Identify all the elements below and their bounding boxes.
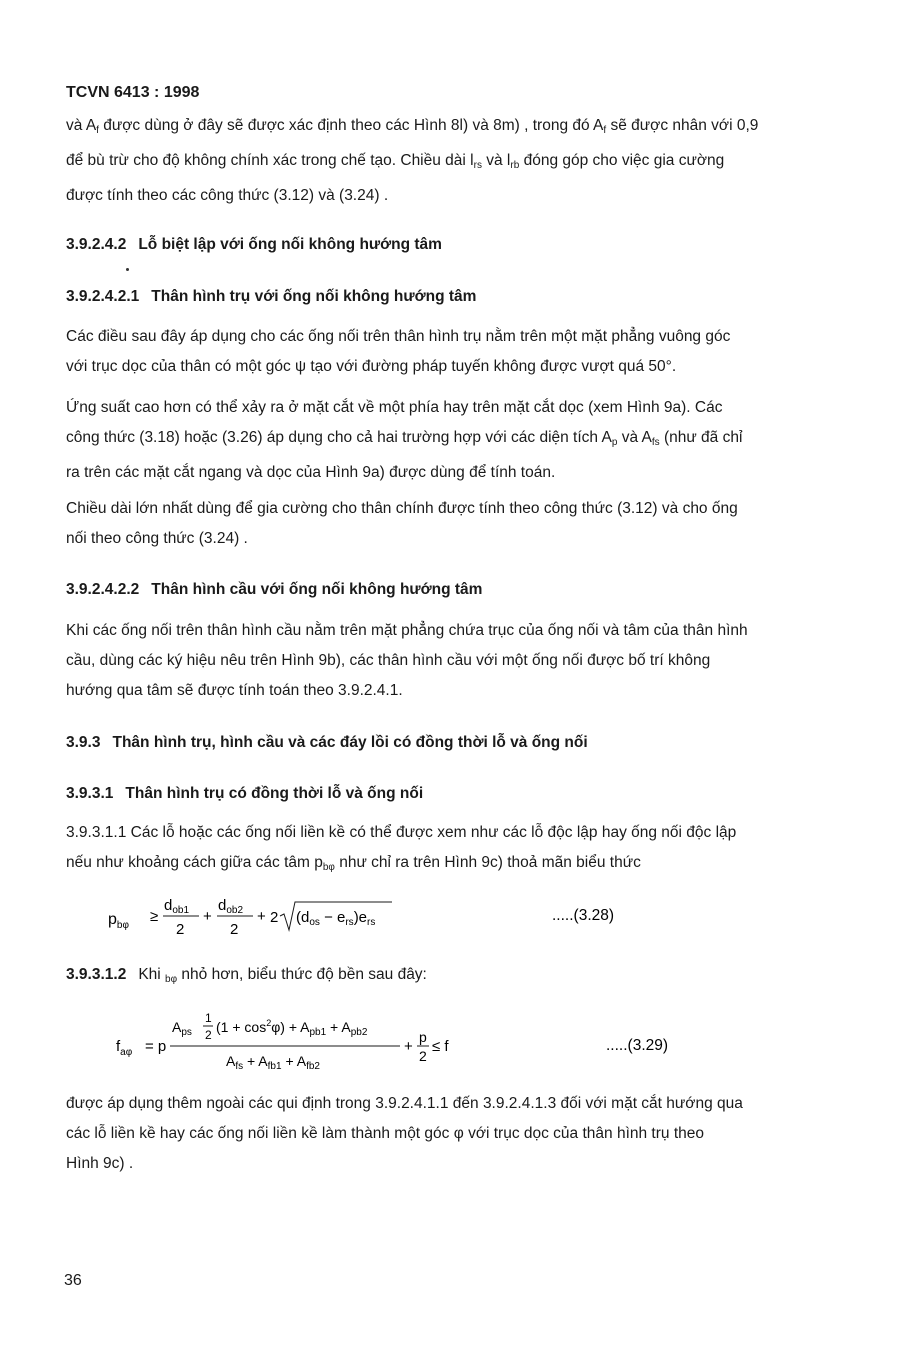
section-heading-3-9-3-1: 3.9.3.1 Thân hình trụ có đồng thời lỗ và ống nối <box>66 785 424 802</box>
svg-text:+: + <box>257 908 266 925</box>
svg-text:Afs + Afb1 + Afb2: $A_{fs} + A_{fb1} + A_{fb2}$ <box>226 1053 320 1072</box>
paragraph-3-line-3: ra trên các mặt cắt ngang và dọc của Hình 9a) được dùng để tính toán. <box>66 464 556 481</box>
svg-text:faφ: $f_{a\varphi}$ <box>116 1038 133 1058</box>
svg-text:1: 1 <box>205 1011 212 1025</box>
paragraph-7-line-2: các lỗ liền kề hay các ống nối liền kề làm thành một góc φ với trục dọc của thân hình trụ theo <box>66 1125 704 1142</box>
paragraph-5-line-1: Khi các ống nối trên thân hình cầu nằm trên mặt phẳng chứa trục của ống nối và tâm của thân hình <box>66 622 748 639</box>
svg-text:2: 2 <box>270 909 279 926</box>
paragraph-1-line-3: được tính theo các công thức (3.12) và (3.24) . <box>66 187 389 204</box>
paragraph-6 <box>66 818 834 883</box>
paragraph-2 <box>66 322 834 382</box>
paragraph-3 <box>66 393 834 488</box>
svg-text:2: 2 <box>205 1028 212 1042</box>
paragraph-4 <box>66 494 834 554</box>
svg-text:= p: = p <box>145 1038 167 1055</box>
equation-number: .....(3.29) <box>606 1037 669 1054</box>
svg-text:+: + <box>203 908 212 925</box>
section-heading-3-9-2-4-2-2: 3.9.2.4.2.2 Thân hình cầu với ống nối không hướng tâm <box>66 581 483 598</box>
paragraph-3-line-2: công thức (3.18) hoặc (3.26) áp dụng cho cả hai trường hợp với các diện tích $A_p$ và $A_{fs}$ (như đã chỉ <box>66 429 743 448</box>
paragraph-7-line-3: Hình 9c) . <box>66 1155 134 1172</box>
paragraph-2-line-1: Các điều sau đây áp dụng cho các ống nối trên thân hình trụ nằm trên một mặt phẳng vuông góc <box>66 328 731 345</box>
svg-text:(dos − ers)ers: $(d_{os} - e_{rs})e_{rs}$ <box>296 909 376 928</box>
paragraph-4-line-2: nối theo công thức (3.24) . <box>66 530 248 547</box>
paragraph-5-line-2: cầu, dùng các ký hiệu nêu trên Hình 9b), các thân hình cầu với một ống nối được bố trí không <box>66 652 711 669</box>
paragraph-5-line-3: hướng qua tâm sẽ được tính toán theo 3.9.2.4.1. <box>66 682 403 699</box>
paragraph-4-line-1: Chiều dài lớn nhất dùng để gia cường cho thân chính được tính theo công thức (3.12) và cho ống <box>66 500 738 517</box>
svg-text:dob2: $d_{ob2}$ <box>218 897 244 916</box>
section-heading-3-9-2-4-2: 3.9.2.4.2 Lỗ biệt lập với ống nối không hướng tâm <box>66 236 442 253</box>
equation-3-29 <box>110 1010 690 1076</box>
paragraph-2-line-2: với trục dọc của thân có một góc ψ tạo với đường pháp tuyến không được vượt quá 50°. <box>66 358 677 375</box>
paragraph-6-line-1: 3.9.3.1.1 Các lỗ hoặc các ống nối liền kề có thể được xem như các lỗ độc lập hay ống nối độc lập <box>66 824 737 841</box>
paragraph-3-line-1: Ứng suất cao hơn có thể xảy ra ở mặt cắt về một phía hay trên mặt cắt dọc (xem Hình 9a). Các <box>66 399 723 416</box>
svg-text:dob1: $d_{ob1}$ <box>164 897 190 916</box>
document-header: TCVN 6413 : 1998 <box>66 84 200 101</box>
paragraph-1-line-2: để bù trừ cho độ không chính xác trong chế tạo. Chiều dài $l_{rs}$ và $l_{rb}$ đóng góp cho việc gia cường <box>66 152 725 171</box>
svg-text:2: 2 <box>176 921 185 938</box>
svg-text:pbφ: $p_{b\varphi}$ <box>108 911 129 931</box>
section-heading-3-9-2-4-2-1: 3.9.2.4.2.1 Thân hình trụ với ống nối không hướng tâm <box>66 288 477 305</box>
svg-text:Aps: $A_{ps}$ <box>172 1019 192 1038</box>
equation-3-28 <box>100 888 640 948</box>
section-heading-3-9-3: 3.9.3 Thân hình trụ, hình cầu và các đáy lồi có đồng thời lỗ và ống nối <box>66 734 588 751</box>
svg-text:≤ f: ≤ f <box>432 1038 449 1055</box>
page-number: 36 <box>64 1272 82 1289</box>
svg-text:(1 + cos2φ) + Apb1 + Apb2: $(1 + \cos^2\varphi) + A_{pb1} + A_{pb2}$ <box>216 1018 368 1038</box>
svg-text:p: p <box>419 1029 427 1045</box>
svg-text:2: 2 <box>230 921 239 938</box>
paragraph-7-line-1: được áp dụng thêm ngoài các qui định trong 3.9.2.4.1.1 đến 3.9.2.4.1.3 đối với mặt cắt hướng qua <box>66 1095 743 1112</box>
svg-text:2: 2 <box>419 1048 427 1064</box>
paragraph-5 <box>66 616 834 706</box>
paragraph-1-line-1: và $A_f$ được dùng ở đây sẽ được xác định theo các Hình 8l) và 8m) , trong đó $A_f$ sẽ được nhân với 0,9 <box>66 117 759 136</box>
section-heading-3-9-3-1-2: 3.9.3.1.2 Khi $_{b\varphi}$ nhỏ hơn, biểu thức độ bền sau đây: <box>66 966 427 985</box>
paragraph-1 <box>66 111 834 211</box>
svg-text:+: + <box>404 1038 413 1055</box>
paragraph-7 <box>66 1089 834 1179</box>
paragraph-6-line-2: nếu như khoảng cách giữa các tâm $p_{b\varphi}$ như chỉ ra trên Hình 9c) thoả mãn biểu thức <box>66 854 641 873</box>
ge-symbol: ≥ <box>150 908 159 925</box>
equation-number: .....(3.28) <box>552 907 615 924</box>
stray-dot-mark <box>126 268 129 271</box>
